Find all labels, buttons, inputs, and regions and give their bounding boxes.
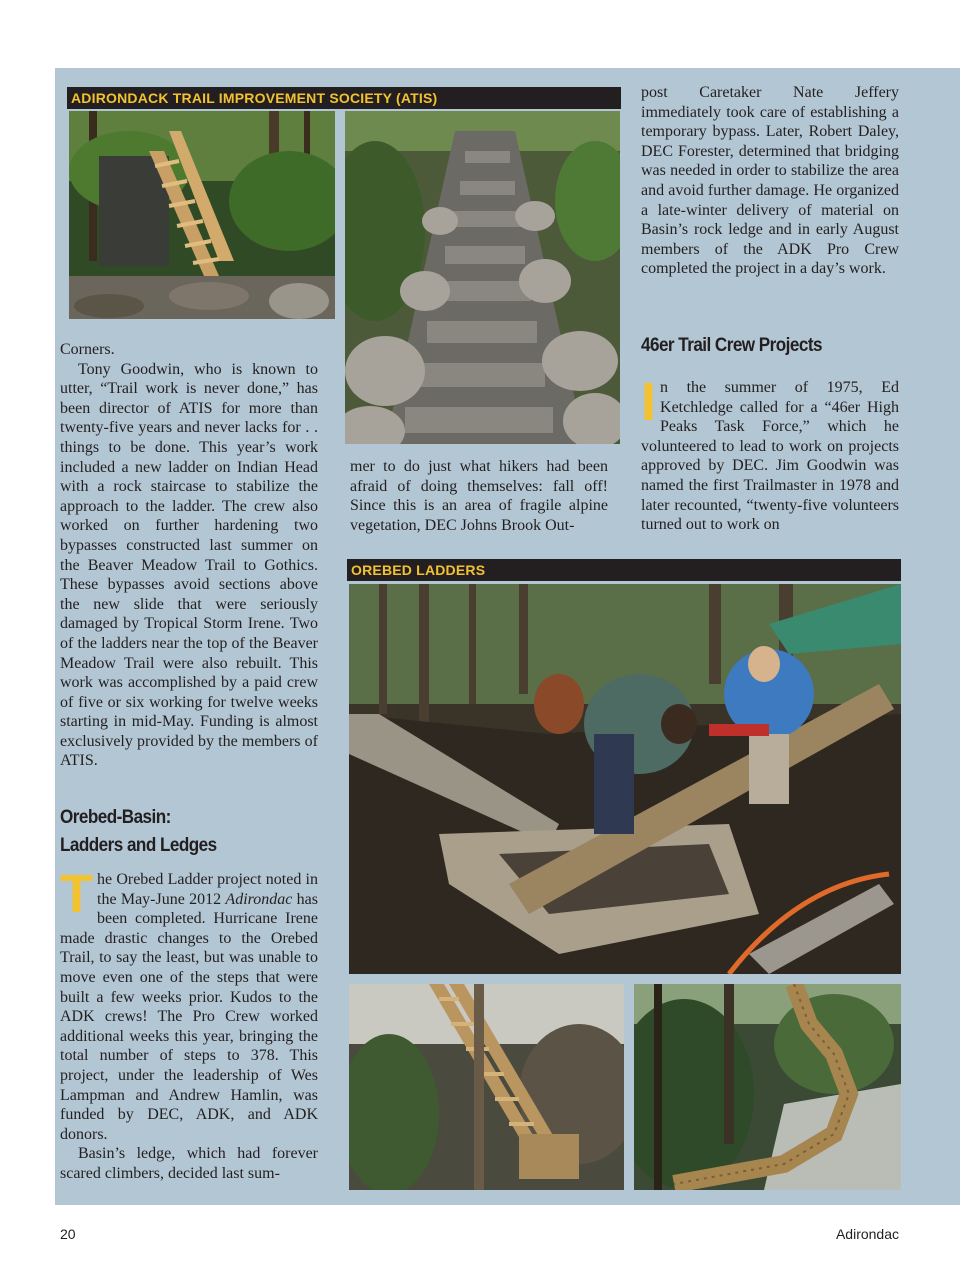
magazine-name: Adirondac <box>835 1226 899 1242</box>
column-1-lower-text <box>60 864 318 1184</box>
paragraph-basin: Basin’s ledge, which had forever scared climbers, decided last sum- <box>60 1145 318 1182</box>
drop-cap-i: I <box>641 372 657 432</box>
crew-working-photo <box>349 584 901 974</box>
heading-line-2: Ladders and Ledges <box>60 835 217 856</box>
paragraph-corners: Corners. <box>60 341 115 358</box>
ladder-forest-photo <box>69 111 335 319</box>
column-2-text <box>350 457 608 535</box>
page-number: 20 <box>60 1226 76 1242</box>
ladder-slide-photo <box>349 984 624 1190</box>
paragraph-goodwin: Tony Goodwin, who is known to utter, “Trail work is never done,” has been director of ATIS for more than twenty-five years and never lacks for . . things to be done. This year’s work included a new ladder on Indian Head with a rock staircase to stabilize the approach to the ladder. The crew also worked on further hardening two bypasses constructed last summer on the Beaver Meadow Trail to Gothics. These bypasses avoid sections above the new slide that were seriously damaged by Tropical Storm Irene. Two of the ladders near the top of the Beaver Meadow Trail were also rebuilt. This work was accomplished by a paid crew of five or six working for twelve weeks starting in mid-May. Funding is almost exclusively provided by the members of ATIS. <box>60 360 318 770</box>
drop-cap-t: T <box>60 864 93 924</box>
column-3-lower-text <box>641 372 899 535</box>
heading-line-1: Orebed-Basin: <box>60 807 171 828</box>
column-3-text <box>641 83 899 279</box>
text-span: he Orebed Ladder project noted in the May-June 2012 <box>97 871 318 908</box>
paragraph-orebed <box>60 864 318 1144</box>
orebed-section-banner: OREBED LADDERS <box>347 559 901 581</box>
atis-section-banner: ADIRONDACK TRAIL IMPROVEMENT SOCIETY (ATIS) <box>67 87 621 109</box>
text-span: n the summer of 1975, Ed Ketchledge called for a “46er High Peaks Task Force,” which he volunteered to lead to work on projects approved by DEC. Jim Goodwin was named the first Trailmaster in 1978 and later recounted, “twenty-five volunteers turned out to work on <box>641 379 899 534</box>
rock-staircase-photo <box>345 111 620 444</box>
text-span: has been completed. Hurricane Irene made drastic changes to the Orebed Trail, to say the least, but was unable to move even one of the steps that were built a few weeks prior. Kudos to the ADK crews! The Pro Crew worked additional weeks this year, bringing the total number of steps to 378. This project, under the leadership of Wes Lampman and Andrew Hamlin, was funded by DEC, ADK, and ADK donors. <box>60 890 318 1143</box>
paragraph-caretaker: post Caretaker Nate Jeffery immediately took care of establishing a temporary bypass. Later, Robert Daley, DEC Forester, determined that bridging was needed in order to stabilize the area and avoid further damage. He organized a late-winter delivery of material on Basin’s rock ledge and in early August members of the ADK Pro Crew completed the project in a day’s work. <box>641 84 899 278</box>
paragraph-46er <box>641 372 899 535</box>
column-1-text <box>60 340 318 771</box>
paragraph-mer: mer to do just what hikers had been afraid of doing themselves: fall off! Since this is an area of fragile alpine vegetation, DEC Johns Brook Out- <box>350 458 608 534</box>
magazine-title-italic: Adirondac <box>225 890 293 908</box>
orebed-basin-heading <box>60 804 217 860</box>
boardwalk-ledge-photo <box>634 984 901 1190</box>
46er-heading: 46er Trail Crew Projects <box>641 335 822 356</box>
